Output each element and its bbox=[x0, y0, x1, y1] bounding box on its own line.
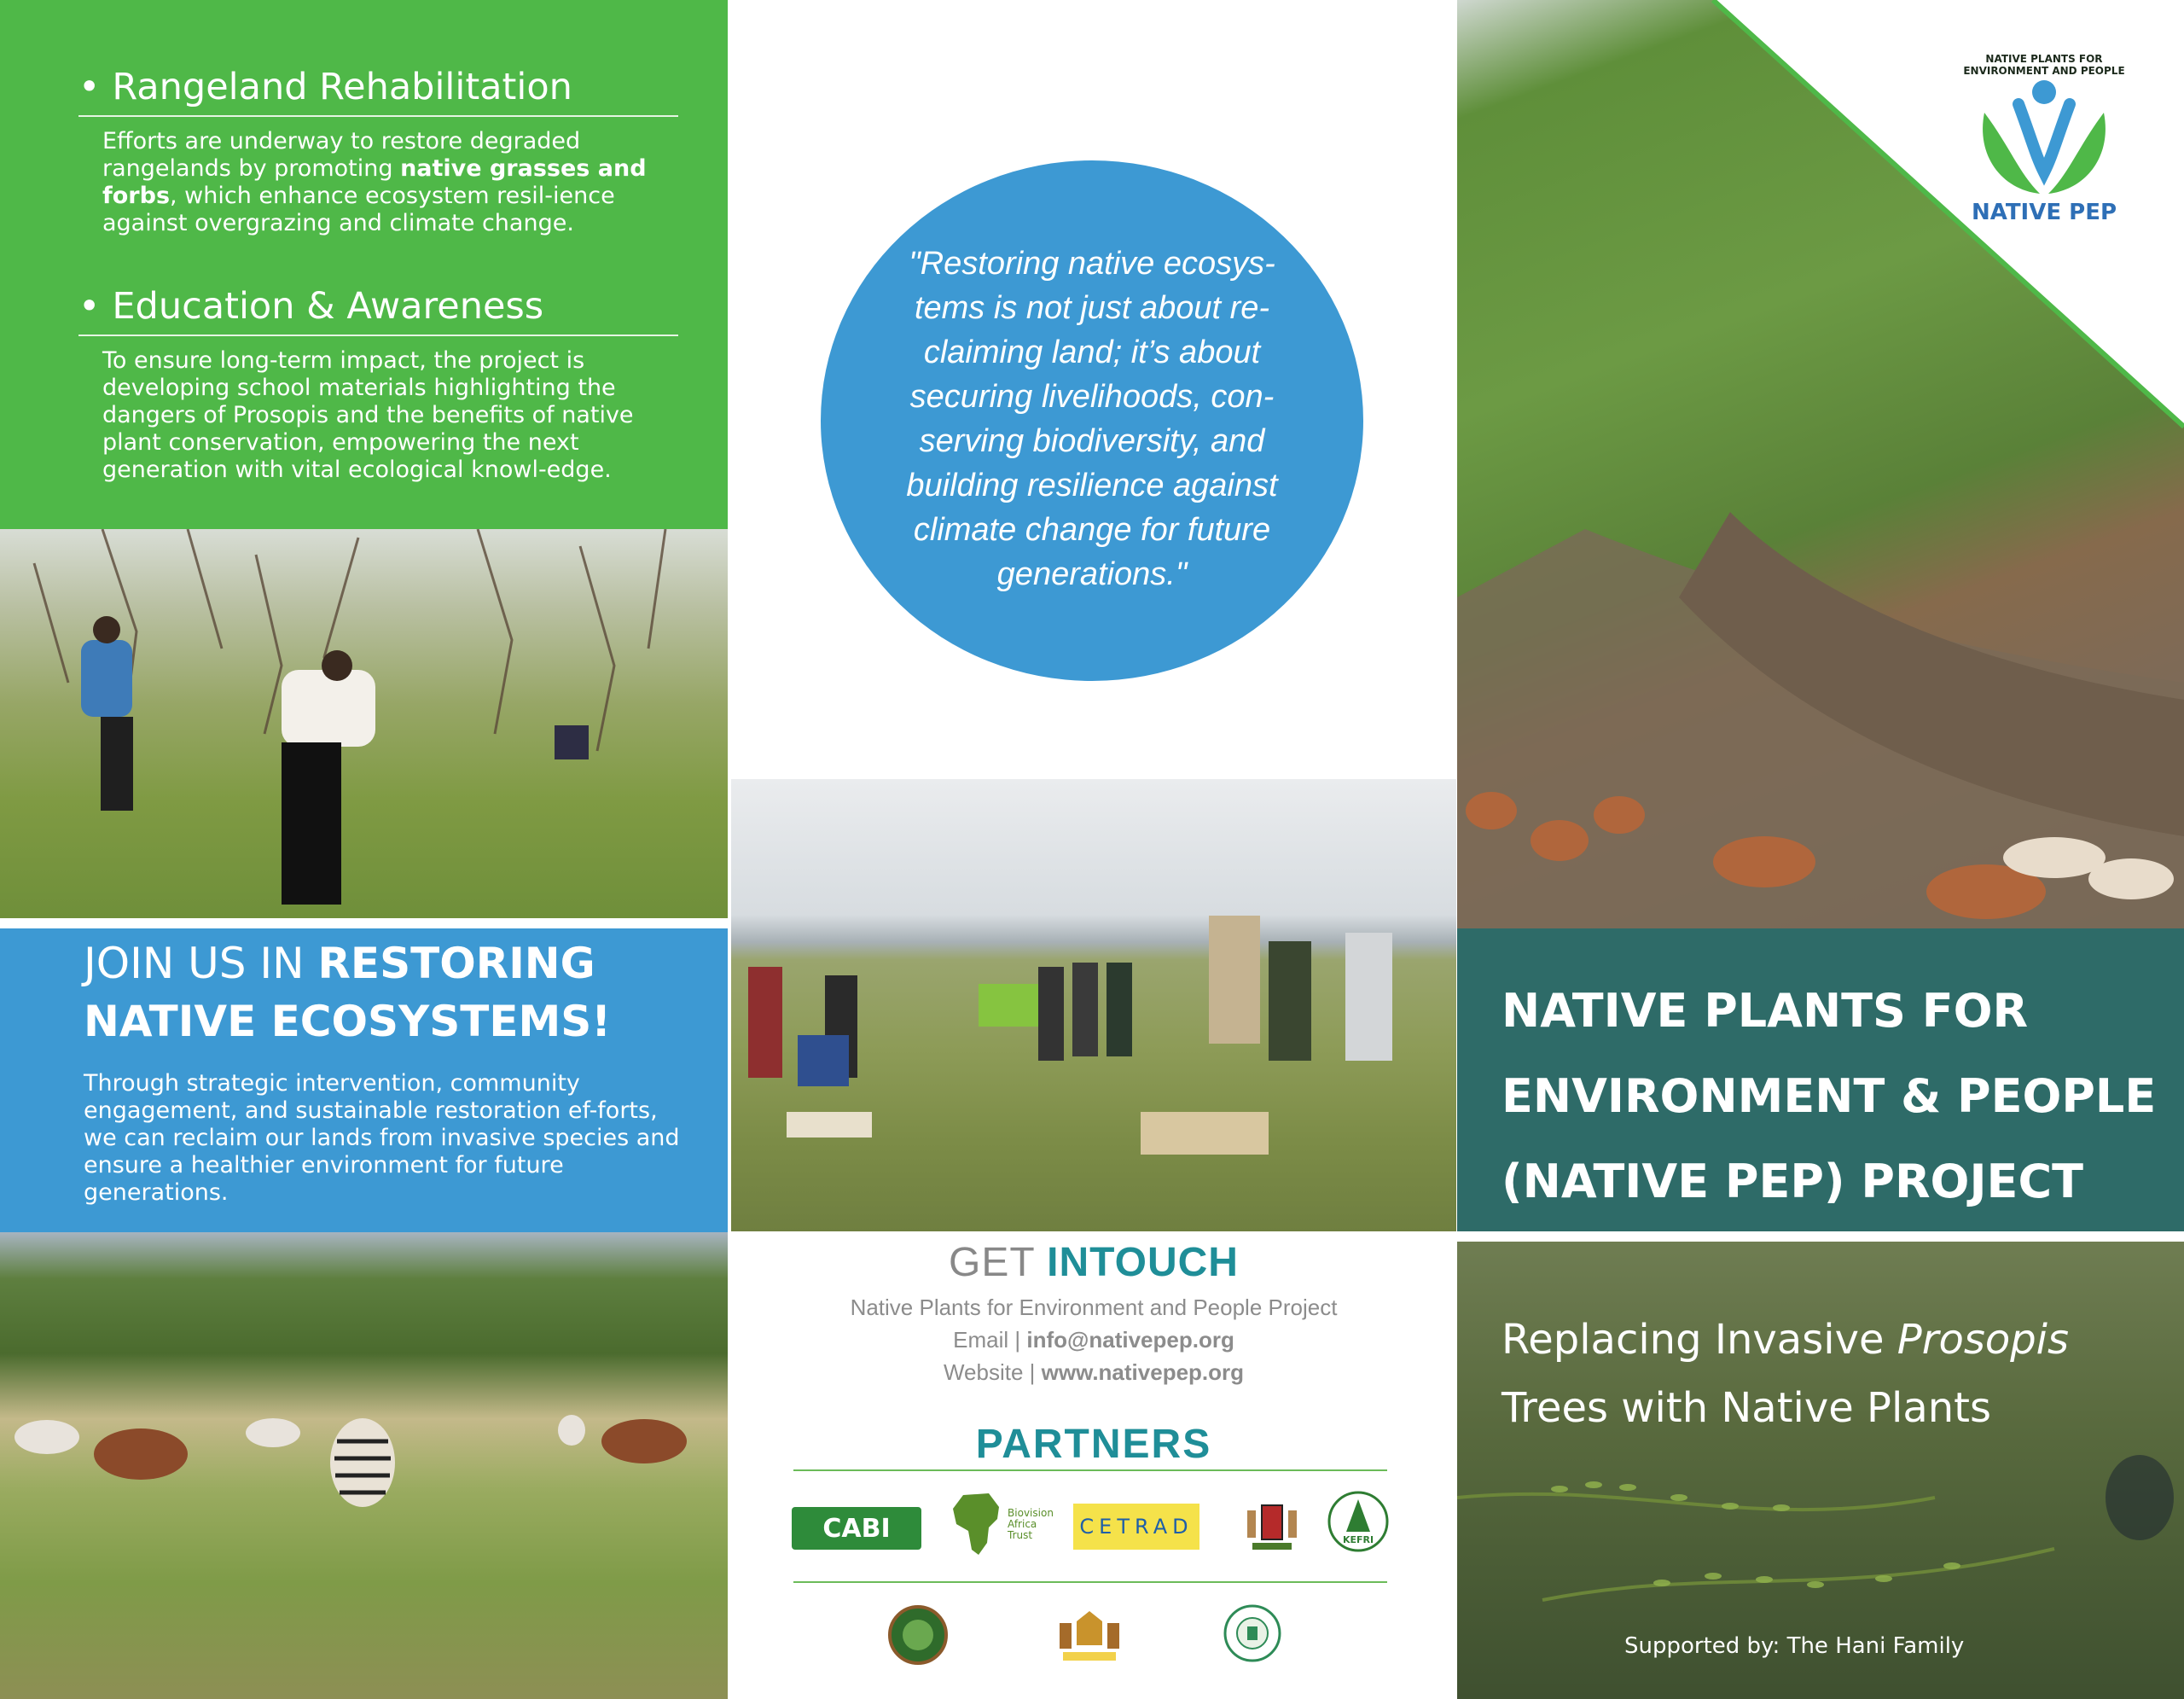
education-divider bbox=[78, 335, 678, 336]
kenya-coat-of-arms-icon bbox=[1239, 1493, 1305, 1560]
join-us-body: Through strategic intervention, community engagement, and sustainable restoration ef-forts, we can reclaim our lands from invasive species and ensure a healthier environment for future generations. bbox=[84, 1070, 680, 1206]
logo-arc-text: NATIVE PLANTS FOR ENVIRONMENT AND PEOPLE bbox=[1963, 53, 2125, 77]
native-pep-logo bbox=[1950, 53, 2138, 241]
africa-map-icon bbox=[948, 1490, 1008, 1558]
join-title-bold-2: NATIVE ECOSYSTEMS! bbox=[84, 997, 612, 1046]
join-us-title bbox=[84, 934, 715, 1050]
partners-divider-bottom bbox=[793, 1581, 1387, 1583]
biovision-line-2: Africa bbox=[1008, 1517, 1037, 1530]
county-government-logo-icon bbox=[1051, 1604, 1128, 1667]
subtitle-italic: Prosopis bbox=[1896, 1316, 2069, 1364]
rangeland-body-bold: native grasses and forbs bbox=[102, 155, 647, 209]
rangeland-body-start: Efforts are underway to restore degraded rangelands by promoting bbox=[102, 128, 581, 182]
project-title-line-2: ENVIRONMENT & PEOPLE bbox=[1502, 1069, 2157, 1123]
cabi-logo bbox=[792, 1507, 921, 1550]
biovision-line-1: Biovision bbox=[1008, 1506, 1054, 1519]
website-link[interactable]: www.nativepep.org bbox=[1041, 1359, 1245, 1385]
quote-text: "Restoring native ecosys-tems is not just about re-claiming land; it’s about securing livelihoods, con-serving biodiversity, and building resilience against climate change for future generations." bbox=[906, 246, 1278, 592]
biovision-line-3: Trust bbox=[1008, 1528, 1033, 1541]
kefri-logo bbox=[1326, 1489, 1391, 1554]
kefri-logo-text: KEFRI bbox=[1342, 1534, 1374, 1545]
get-label: GET bbox=[949, 1240, 1048, 1285]
contact-org: Native Plants for Environment and People Project bbox=[850, 1295, 1338, 1320]
cetrad-logo-text: CETRAD bbox=[1079, 1515, 1194, 1539]
supported-by: Supported by: The Hani Family bbox=[1624, 1633, 1965, 1659]
join-title-thin: JOIN US IN bbox=[84, 939, 318, 988]
partners-divider-top bbox=[793, 1469, 1387, 1471]
education-heading: • Education & Awareness bbox=[78, 285, 544, 328]
rangeland-body bbox=[102, 128, 682, 237]
get-in-touch-heading bbox=[731, 1239, 1456, 1286]
email-label: Email | bbox=[953, 1327, 1027, 1353]
email-link[interactable]: info@nativepep.org bbox=[1026, 1327, 1234, 1353]
subtitle-prefix: Replacing Invasive bbox=[1502, 1316, 1897, 1364]
logo-name: NATIVE PEP bbox=[1971, 200, 2117, 225]
rangeland-divider bbox=[78, 115, 678, 117]
green-seal-logo-icon bbox=[887, 1604, 949, 1666]
intouch-label: INTOUCH bbox=[1047, 1240, 1239, 1285]
rangeland-body-end: , which enhance ecosystem resil-ience against overgrazing and climate change. bbox=[102, 183, 615, 236]
contact-email-line bbox=[731, 1324, 1456, 1356]
project-title-line-3: (NATIVE PEP) PROJECT bbox=[1502, 1155, 2083, 1208]
education-title: Education & Awareness bbox=[112, 285, 544, 328]
subtitle-line-2: Trees with Native Plants bbox=[1502, 1384, 1991, 1432]
project-title bbox=[1502, 969, 2156, 1225]
rangeland-title: Rangeland Rehabilitation bbox=[112, 66, 572, 108]
website-label: Website | bbox=[943, 1359, 1042, 1385]
round-emblem-logo-icon bbox=[1222, 1603, 1283, 1664]
cabi-logo-text: CABI bbox=[822, 1513, 891, 1544]
photo-community-group bbox=[731, 779, 1456, 1231]
rangeland-heading: • Rangeland Rehabilitation bbox=[78, 66, 572, 108]
partners-title: PARTNERS bbox=[975, 1422, 1212, 1467]
project-title-line-1: NATIVE PLANTS FOR bbox=[1502, 984, 2029, 1038]
project-subtitle bbox=[1502, 1306, 2069, 1442]
photo-grazing-livestock bbox=[0, 1232, 728, 1699]
biovision-text bbox=[1008, 1508, 1054, 1541]
education-body: To ensure long-term impact, the project is developing school materials highlighting the dangers of Prosopis and the benefits of native plant conservation, empowering the next generation with vital ecological knowl-edge. bbox=[102, 347, 634, 483]
cetrad-logo bbox=[1073, 1504, 1199, 1550]
contact-website-line bbox=[731, 1356, 1456, 1388]
biovision-logo bbox=[945, 1490, 1056, 1558]
join-title-bold-1: RESTORING bbox=[317, 939, 595, 988]
photo-clearing-shrubs bbox=[0, 529, 728, 918]
